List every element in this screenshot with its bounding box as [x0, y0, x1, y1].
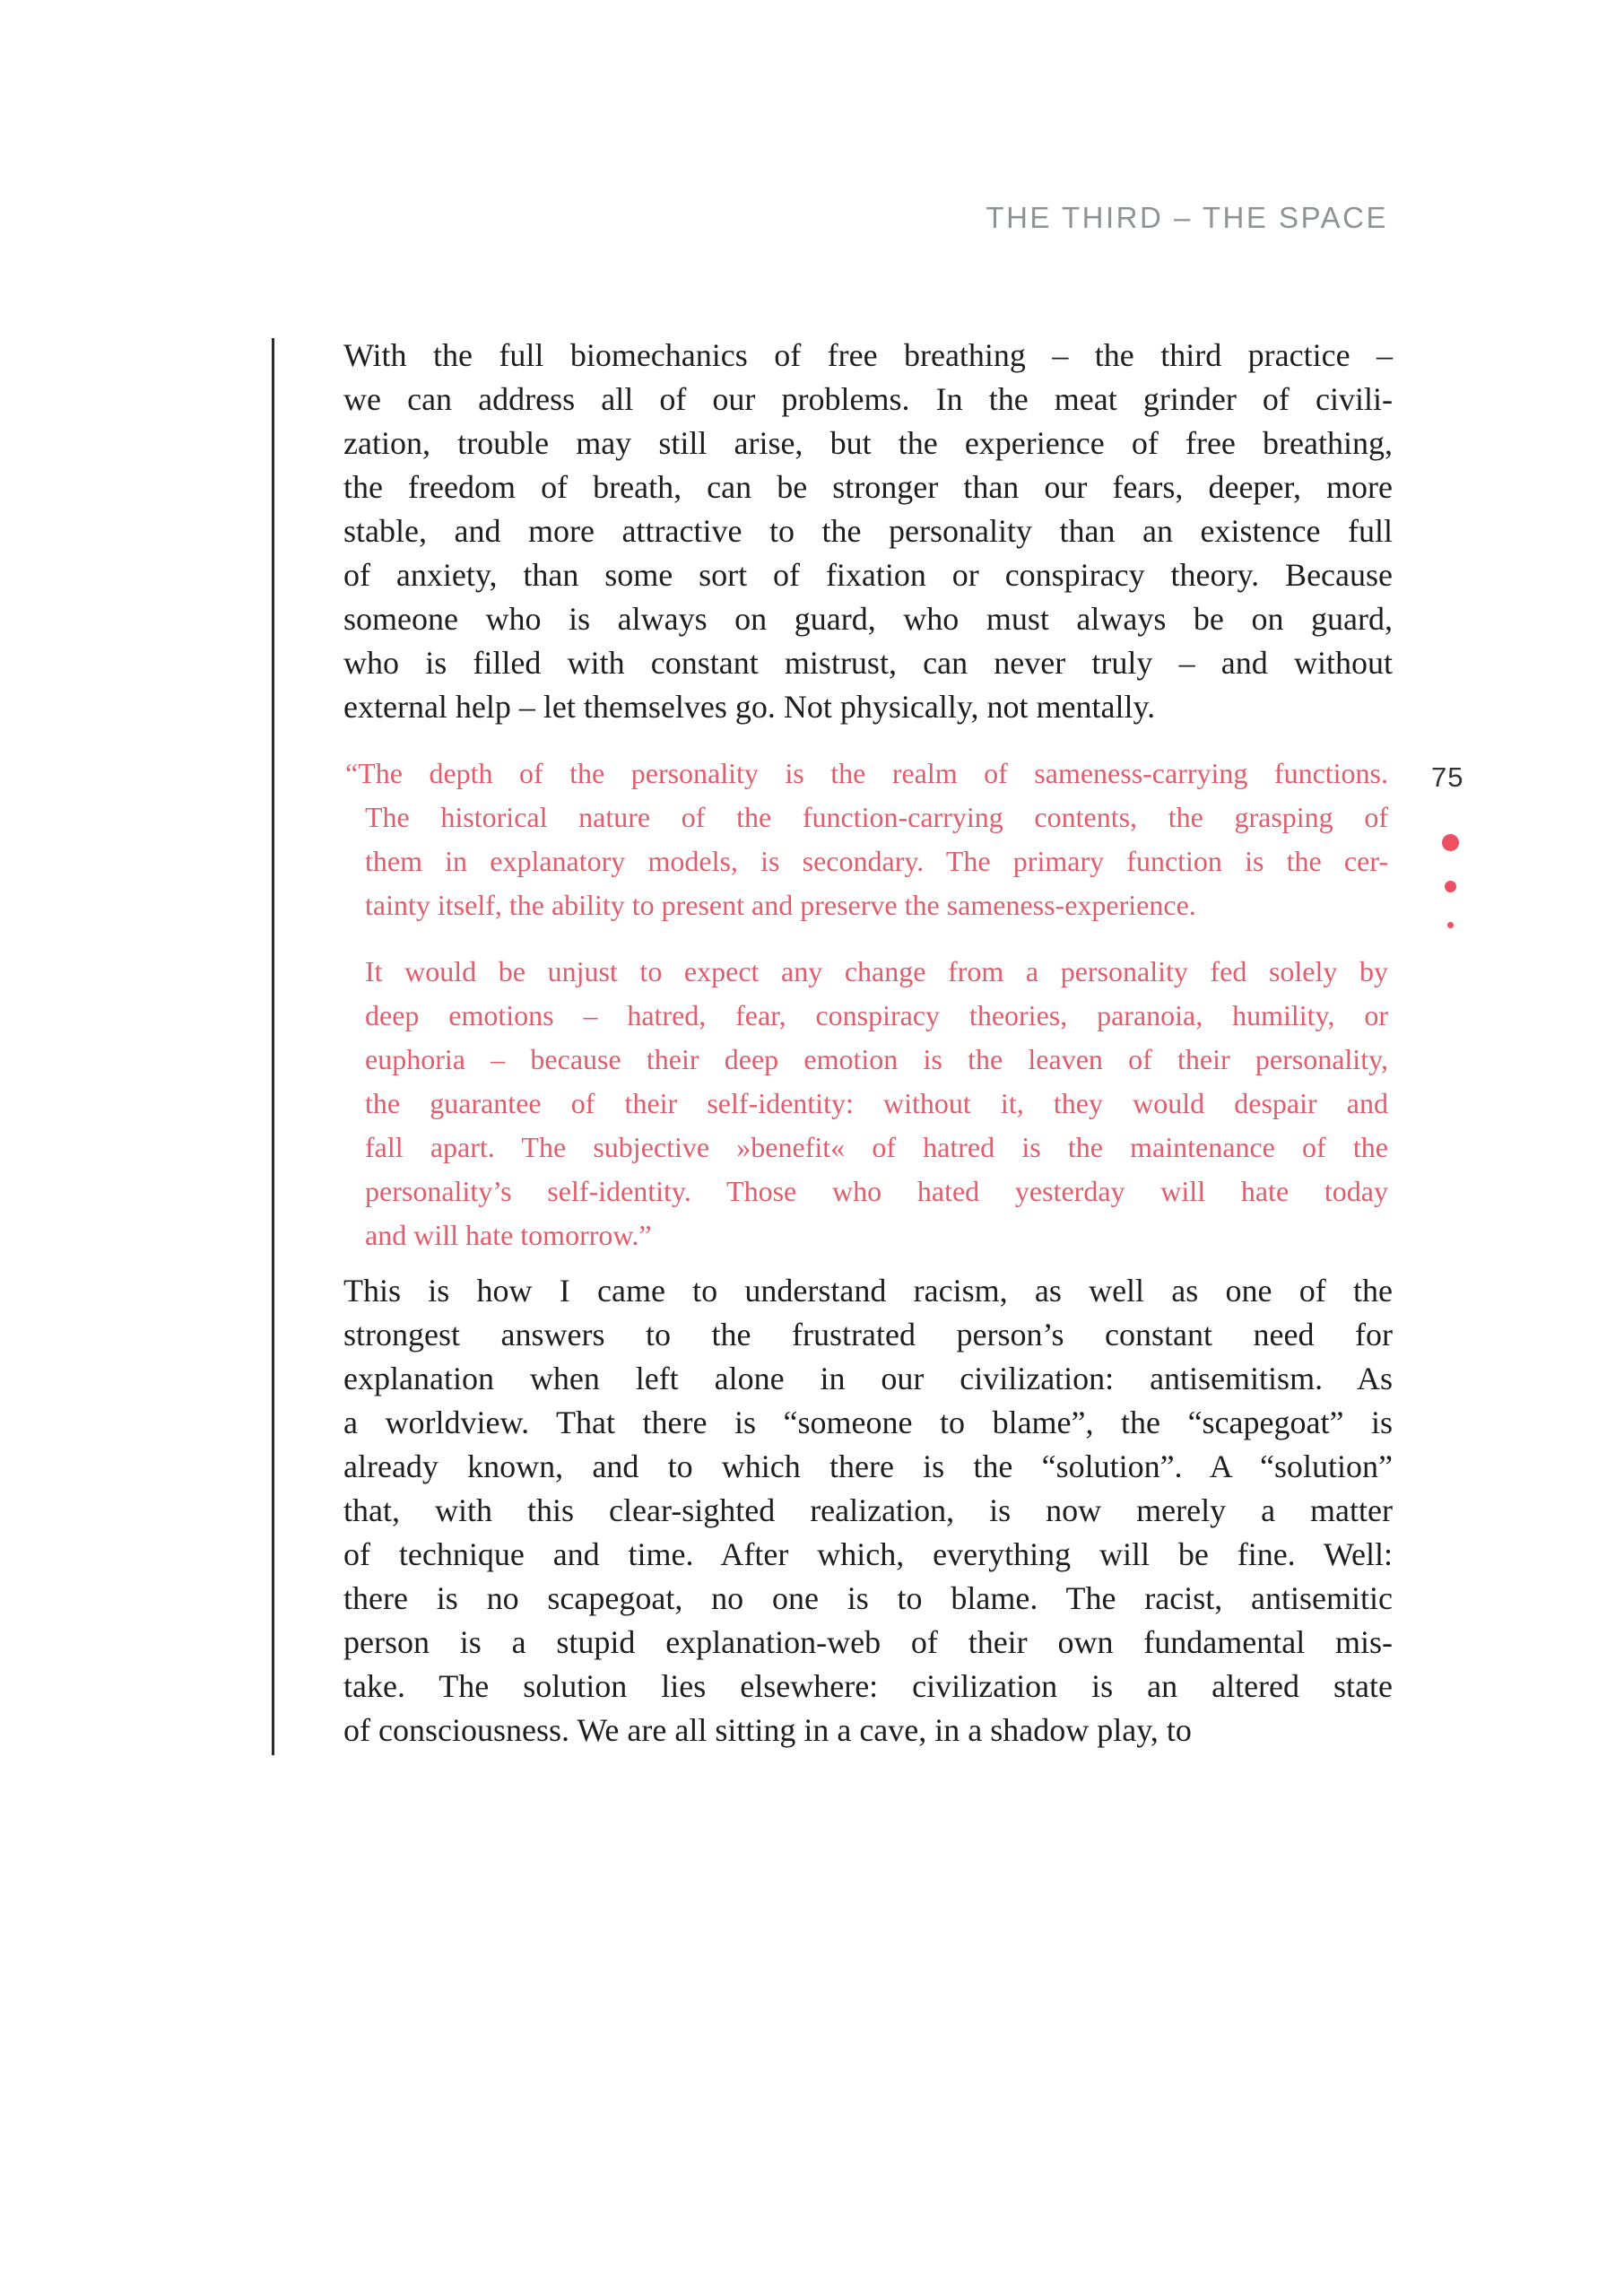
text-line: explanation when left alone in our civilization: antisemitism. As	[343, 1361, 1393, 1396]
text-line: already known, and to which there is the “solution”. A “solution”	[343, 1448, 1393, 1484]
text-line: someone who is always on guard, who must always be on guard,	[343, 601, 1393, 637]
text-line: there is no scapegoat, no one is to blame. The racist, antisemitic	[343, 1580, 1393, 1616]
running-header: THE THIRD – THE SPACE	[986, 201, 1388, 234]
pull-quote-paragraph-2	[365, 950, 1388, 1257]
text-line: we can address all of our problems. In the meat grinder of civili-	[343, 381, 1393, 417]
text-line: It would be unjust to expect any change from a personality fed solely by	[365, 955, 1388, 987]
text-line: personality’s self-identity. Those who hated yesterday will hate today	[365, 1175, 1388, 1207]
text-line: take. The solution lies elsewhere: civilization is an altered state	[343, 1668, 1393, 1704]
text-line: that, with this clear-sighted realization, is now merely a matter	[343, 1492, 1393, 1528]
text-line: tainty itself, the ability to present and preserve the sameness-experience.	[365, 889, 1196, 921]
text-line: person is a stupid explanation-web of their own fundamental mis-	[343, 1624, 1393, 1660]
pull-quote-paragraph-1	[345, 752, 1388, 927]
text-line: of anxiety, than some sort of fixation or conspiracy theory. Because	[343, 557, 1393, 593]
text-line: zation, trouble may still arise, but the experience of free breathing,	[343, 425, 1393, 461]
text-line: euphoria – because their deep emotion is the leaven of their personality,	[365, 1043, 1388, 1075]
text-line: the freedom of breath, can be stronger than our fears, deeper, more	[343, 469, 1393, 505]
text-line: them in explanatory models, is secondary. The primary function is the cer-	[365, 845, 1388, 877]
margin-dot-medium	[1445, 881, 1456, 892]
text-line: of consciousness. We are all sitting in a cave, in a shadow play, to	[343, 1712, 1192, 1748]
text-line: With the full biomechanics of free breathing – the third practice –	[343, 337, 1393, 373]
text-line: The historical nature of the function-carrying contents, the grasping of	[365, 801, 1388, 833]
margin-dot-small	[1447, 922, 1454, 928]
text-line: who is filled with constant mistrust, can never truly – and without	[343, 645, 1393, 681]
page-number: 75	[1431, 761, 1464, 793]
text-line: the guarantee of their self-identity: without it, they would despair and	[365, 1087, 1388, 1119]
text-line: stable, and more attractive to the personality than an existence full	[343, 513, 1393, 549]
text-line: deep emotions – hatred, fear, conspiracy theories, paranoia, humility, or	[365, 999, 1388, 1031]
text-line: a worldview. That there is “someone to blame”, the “scapegoat” is	[343, 1405, 1393, 1440]
margin-dot-large	[1442, 834, 1459, 851]
text-line: fall apart. The subjective »benefit« of hatred is the maintenance of the	[365, 1131, 1388, 1163]
text-line: strongest answers to the frustrated person’s constant need for	[343, 1317, 1393, 1352]
left-vertical-rule	[272, 338, 274, 1755]
text-line: external help – let themselves go. Not physically, not mentally.	[343, 689, 1156, 725]
body-paragraph-1	[343, 334, 1393, 729]
text-line: “The depth of the personality is the realm of sameness-carrying functions.	[345, 757, 1388, 789]
text-line: of technique and time. After which, everything will be fine. Well:	[343, 1536, 1393, 1572]
text-line: and will hate tomorrow.”	[365, 1219, 652, 1251]
text-line: This is how I came to understand racism, as well as one of the	[343, 1273, 1393, 1309]
body-paragraph-2	[343, 1269, 1393, 1752]
